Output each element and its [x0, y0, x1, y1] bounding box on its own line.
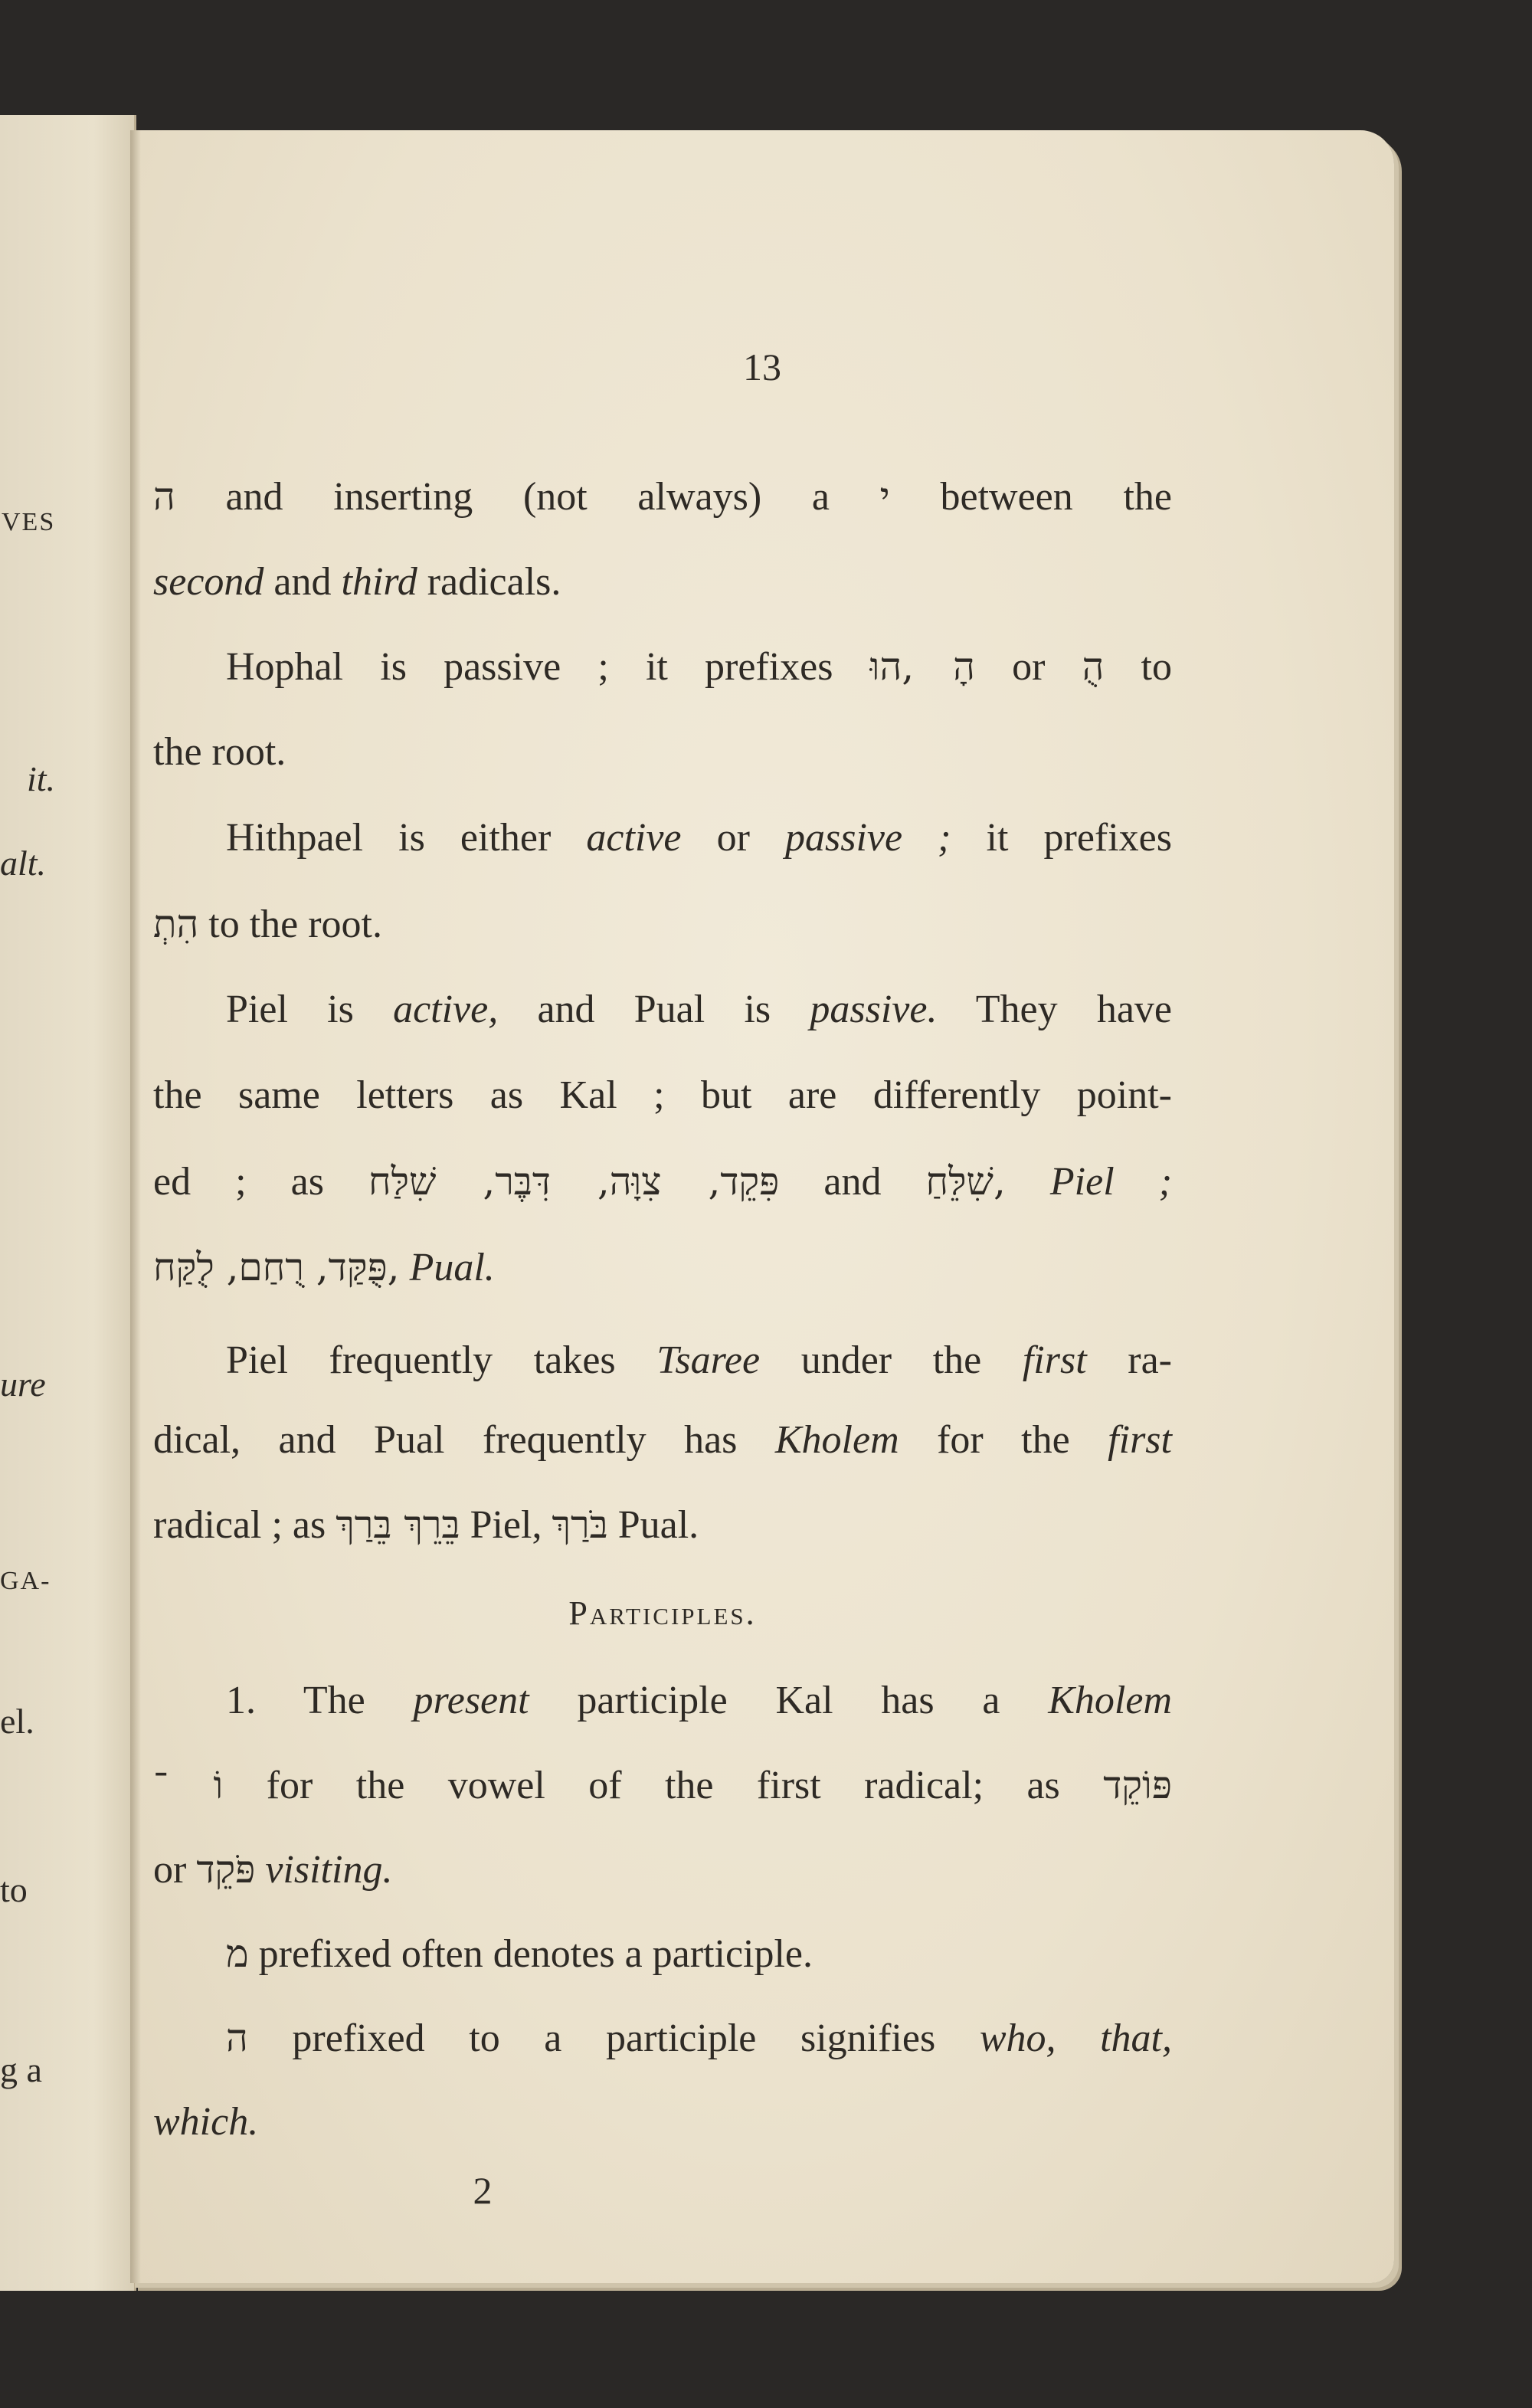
- signature-mark: 2: [473, 2169, 493, 2212]
- text-line: the root.: [153, 730, 286, 774]
- text-line: Hophal is passive ; it prefixes הָ ,הוּ or הֻ to: [226, 644, 1172, 689]
- text-line: Piel frequently takes Tsaree under the first ra-: [226, 1338, 1172, 1382]
- text-line: radical ; as בֵּרֵךְ בֵּרַךְ Piel, בֹּרַךְ Pual.: [153, 1502, 699, 1547]
- text-line: dical, and Pual frequently has Kholem for the first: [153, 1418, 1172, 1462]
- left-fragment: alt.: [0, 844, 47, 883]
- left-fragment: el.: [0, 1702, 34, 1741]
- text-line: second and third radicals.: [153, 560, 561, 604]
- text-line: ה prefixed to a participle signifies who, that,: [226, 2016, 1173, 2060]
- left-fragment: ure: [0, 1365, 46, 1404]
- text-line: Piel is active, and Pual is passive. They have: [226, 988, 1172, 1031]
- text-line: ed ; as פִּקֵד, צִוָּה, דִּבֶּר, שִׁלַּח and שִׁלֵּחַ, Piel ;: [153, 1159, 1173, 1204]
- text-line: ה and inserting (not always) a י between the: [153, 474, 1172, 519]
- left-fragment: to: [0, 1870, 28, 1909]
- text-line: פֻּקַּד, רֻחַם, לֻקַּח, Pual.: [153, 1245, 495, 1289]
- section-heading: Participles.: [568, 1594, 757, 1632]
- text-line: מ prefixed often denotes a participle.: [226, 1931, 813, 1976]
- left-fragment: GA-: [0, 1567, 51, 1595]
- text-line: 1. The present participle Kal has a Kholem: [226, 1679, 1172, 1722]
- text-line: Hithpael is either active or passive ; it prefixes: [226, 816, 1172, 860]
- page-number: 13: [743, 346, 781, 388]
- text-line: which.: [153, 2100, 259, 2144]
- text-line: or פֹּקֵד visiting.: [153, 1847, 393, 1892]
- book-page: [130, 130, 1394, 2283]
- text-line: the same letters as Kal ; but are differently point-: [153, 1073, 1172, 1117]
- left-fragment: VES: [2, 508, 56, 536]
- text-line: הִתְ to the root.: [153, 902, 383, 946]
- left-fragment: it.: [27, 759, 56, 798]
- left-page-edge: [0, 115, 136, 2291]
- text-line: וֹ ־ for the vowel of the first radical; as פּוֹקֵד: [153, 1763, 1173, 1807]
- left-fragment: g a: [0, 2050, 42, 2089]
